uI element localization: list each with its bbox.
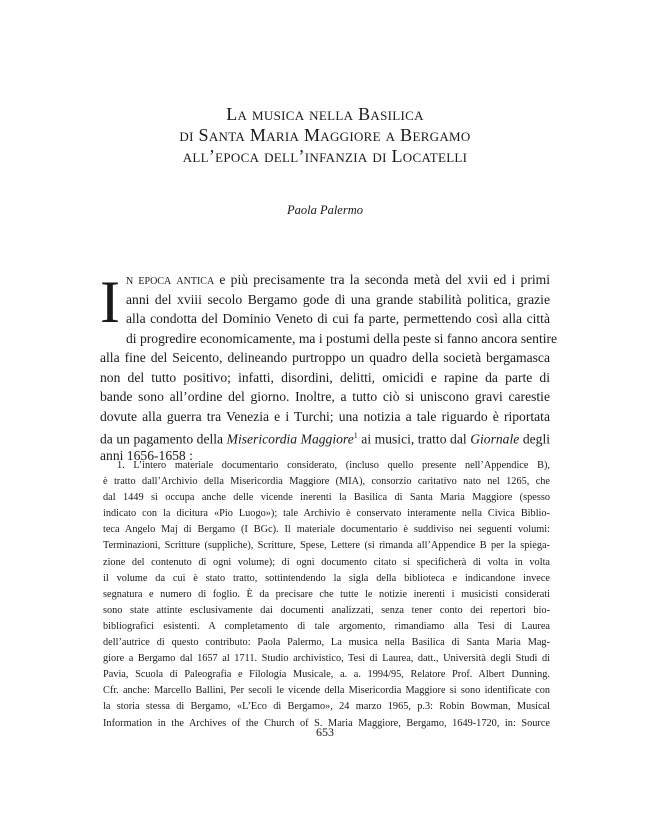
footnote-line: Cfr. anche: Marcello Ballini, Per secoli le vicende della Misericordia Maggiore si sono identificate con: [103, 685, 550, 697]
footnote-line: la storia stessa di Bergamo, «L’Eco di Bergamo», 24 marzo 1965, p.3: Robin Bowman, Musical: [103, 701, 550, 713]
footnote-marker: 1: [353, 431, 358, 440]
footnote-line: dell’autrice di questo contributo: Paola Palermo, La musica nella Basilica di Santa Maria Mag-: [103, 637, 550, 649]
footnote-line: bibliografici esistenti. A completamento di tale argomento, rimandiamo alla Tesi di Laurea: [103, 620, 550, 632]
body-paragraph: [100, 269, 558, 465]
body-line: alla fine del Seicento, delineando purtroppo un quadro della società bergamasca: [100, 350, 550, 365]
footnote-line: indicato con la dicitura «Pio Luogo»); tale Archivio è conservato interamente nella Civica Biblio-: [103, 508, 550, 520]
body-line: anni 1656-1658 :: [100, 447, 193, 463]
footnote-line: Information in the Archives of the Church of S. Maria Maggiore, Bergamo, 1649-1720, in: Source: [103, 717, 550, 729]
body-line: da un pagamento della Misericordia Maggiore$^1$ ai musici, tratto dal Giornale degli: [100, 431, 550, 447]
footnote-line: Terminazioni, Scritture (suppliche), Scritture, Spese, Lettere (si rimanda all’Appendice B per la spiega-: [103, 540, 550, 552]
author-name: Paola Palermo: [286, 203, 364, 217]
footnote-line: zione del contenuto di ogni volume); di ogni documento citato si specificherà di volta in volta: [103, 556, 550, 568]
body-line: bande sono all’ordine del giorno. Inoltre, a tutto ciò si uniscono gravi carestie: [100, 389, 550, 404]
footnote-line: dal 1449 si occupa anche delle vicende inerenti la Basilica di Santa Maria Maggiore (spesso: [103, 492, 550, 504]
body-line: non del tutto positivo; infatti, disordini, delitti, omicidi e rapine da parte di: [100, 369, 550, 385]
body-line: n epoca antica e più precisamente tra la seconda metà del xvii ed i primi: [125, 272, 550, 287]
footnote-line: teca Angelo Maj di Bergamo (I BGc). Il materiale documentario è suddiviso nei seguenti volumi:: [103, 524, 550, 536]
page-number: 653: [316, 725, 334, 739]
footnote-line: il volume da cui è stato tratto, sottintendendo la sigla della biblioteca e indicandone invece: [103, 572, 550, 584]
footnote-line: Pavia, Scuola di Paleografia e Filologia Musicale, a. a. 1994/95, Relatore Prof. Albert Dunning.: [103, 669, 550, 681]
title-line-3: all’epoca dell’infanzia di Locatelli: [182, 146, 468, 166]
footnote-line: sono state attinte esclusivamente dai documenti analizzati, senza tener conto dei repertori bio-: [103, 604, 550, 616]
footnote-line: segnatura e numero di foglio. È da precisare che tutte le notizie inerenti i musicisti considerati: [103, 588, 550, 600]
footnote-line: 1. L’intero materiale documentario considerato, (incluso quello presente nell’Appendice B),: [117, 460, 550, 471]
body-line: dovute alla guerra tra Venezia e i Turchi; una notizia a tale riguardo è riportata: [100, 408, 550, 424]
body-line: di progredire economicamente, ma i postumi della peste si fanno ancora sentire: [125, 330, 558, 346]
article-title: [60, 104, 590, 167]
footnote-line: giore a Bergamo dal 1657 al 1711. Studio archivistico, Tesi di Laurea, datt., Università degli Studi di: [103, 653, 550, 665]
title-line-2: di Santa Maria Maggiore a Bergamo: [179, 125, 471, 145]
body-line: anni del xviii secolo Bergamo gode di una grande stabilità politica, grazie: [125, 291, 550, 307]
title-line-1: La musica nella Basilica: [226, 104, 424, 124]
body-line: alla condotta del Dominio Veneto di cui fa parte, permettendo così alla città: [125, 311, 550, 326]
footnote: [103, 458, 550, 732]
footnote-line: è tratto dall’Archivio della Misericordia Maggiore (MIA), consorzio caritativo nato nel 1265, che: [103, 476, 550, 488]
drop-cap: I: [100, 269, 120, 335]
